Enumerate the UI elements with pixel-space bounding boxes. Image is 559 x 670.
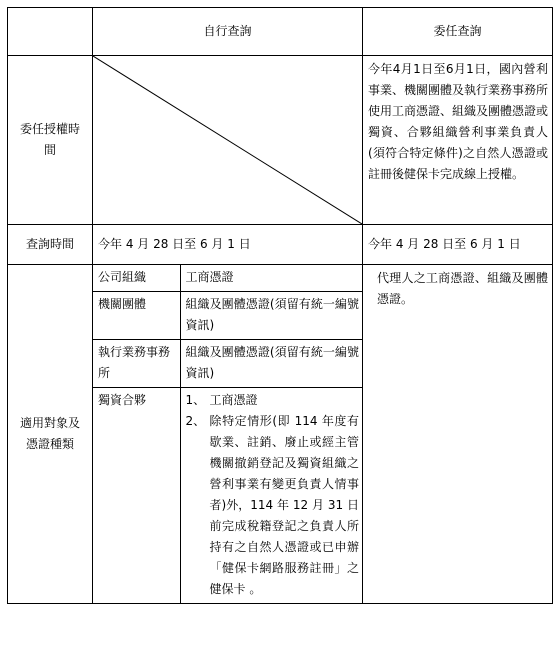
- applicable-inner-table: [93, 265, 362, 603]
- list-number: 2、: [185, 414, 206, 428]
- header-self-query: 自行查詢: [93, 8, 363, 56]
- authorization-row: [8, 56, 553, 225]
- query-time-row: [8, 225, 553, 265]
- cert-type: 工商憑證: [180, 265, 362, 292]
- org-type: 執行業務事務所: [93, 340, 180, 388]
- applicable-row: [8, 265, 553, 604]
- list-text: 工商憑證: [209, 393, 258, 407]
- authorization-self-empty-cell: [93, 56, 363, 225]
- query-time-delegate: 今年 4 月 28 日至 6 月 1 日: [363, 225, 553, 265]
- authorization-delegate-text: 今年4月1日至6月1日，國內營利事業、機關團體及執行業務事務所使用工商憑證、組織及團體憑證或獨資、合夥組織營利事業負責人(須符合特定條件)之自然人憑證或註冊後健保卡完成線上授權。: [363, 56, 553, 225]
- cert-type: 組織及團體憑證(須留有統一編號資訊): [180, 292, 362, 340]
- org-type: 機關團體: [93, 292, 180, 340]
- org-type: 公司組織: [93, 265, 180, 292]
- applicable-self-cell: [93, 265, 363, 604]
- applicable-row-agency: [93, 292, 362, 340]
- query-time-label: 查詢時間: [8, 225, 93, 265]
- query-info-table: [7, 7, 553, 604]
- header-delegate-query: 委任查詢: [363, 8, 553, 56]
- header-row: [8, 8, 553, 56]
- cert-list: [180, 388, 362, 604]
- header-corner-cell: [8, 8, 93, 56]
- authorization-label: 委任授權時間: [8, 56, 93, 225]
- list-number: 1、: [185, 393, 206, 407]
- applicable-row-company: [93, 265, 362, 292]
- diagonal-line: [93, 56, 362, 224]
- applicable-row-practice: [93, 340, 362, 388]
- cert-list-item: [186, 411, 360, 600]
- cert-type: 組織及團體憑證(須留有統一編號資訊): [180, 340, 362, 388]
- applicable-row-sole: [93, 388, 362, 604]
- applicable-delegate-text: 代理人之工商憑證、組織及團體憑證。: [363, 265, 553, 604]
- org-type: 獨資合夥: [93, 388, 180, 604]
- cert-list-item: [186, 390, 360, 411]
- query-time-self: 今年 4 月 28 日至 6 月 1 日: [93, 225, 363, 265]
- applicable-label: 適用對象及憑證種類: [8, 265, 93, 604]
- list-text: 除特定情形(即 114 年度有歇業、註銷、廢止或經主管機關撤銷登記及獨資組織之營利事業有變更負責人情事者)外，114 年 12 月 31 日前完成稅籍登記之負責人所持有之自然人憑證或已申辦「健保卡網路服務註冊」之健保卡 。: [209, 414, 359, 596]
